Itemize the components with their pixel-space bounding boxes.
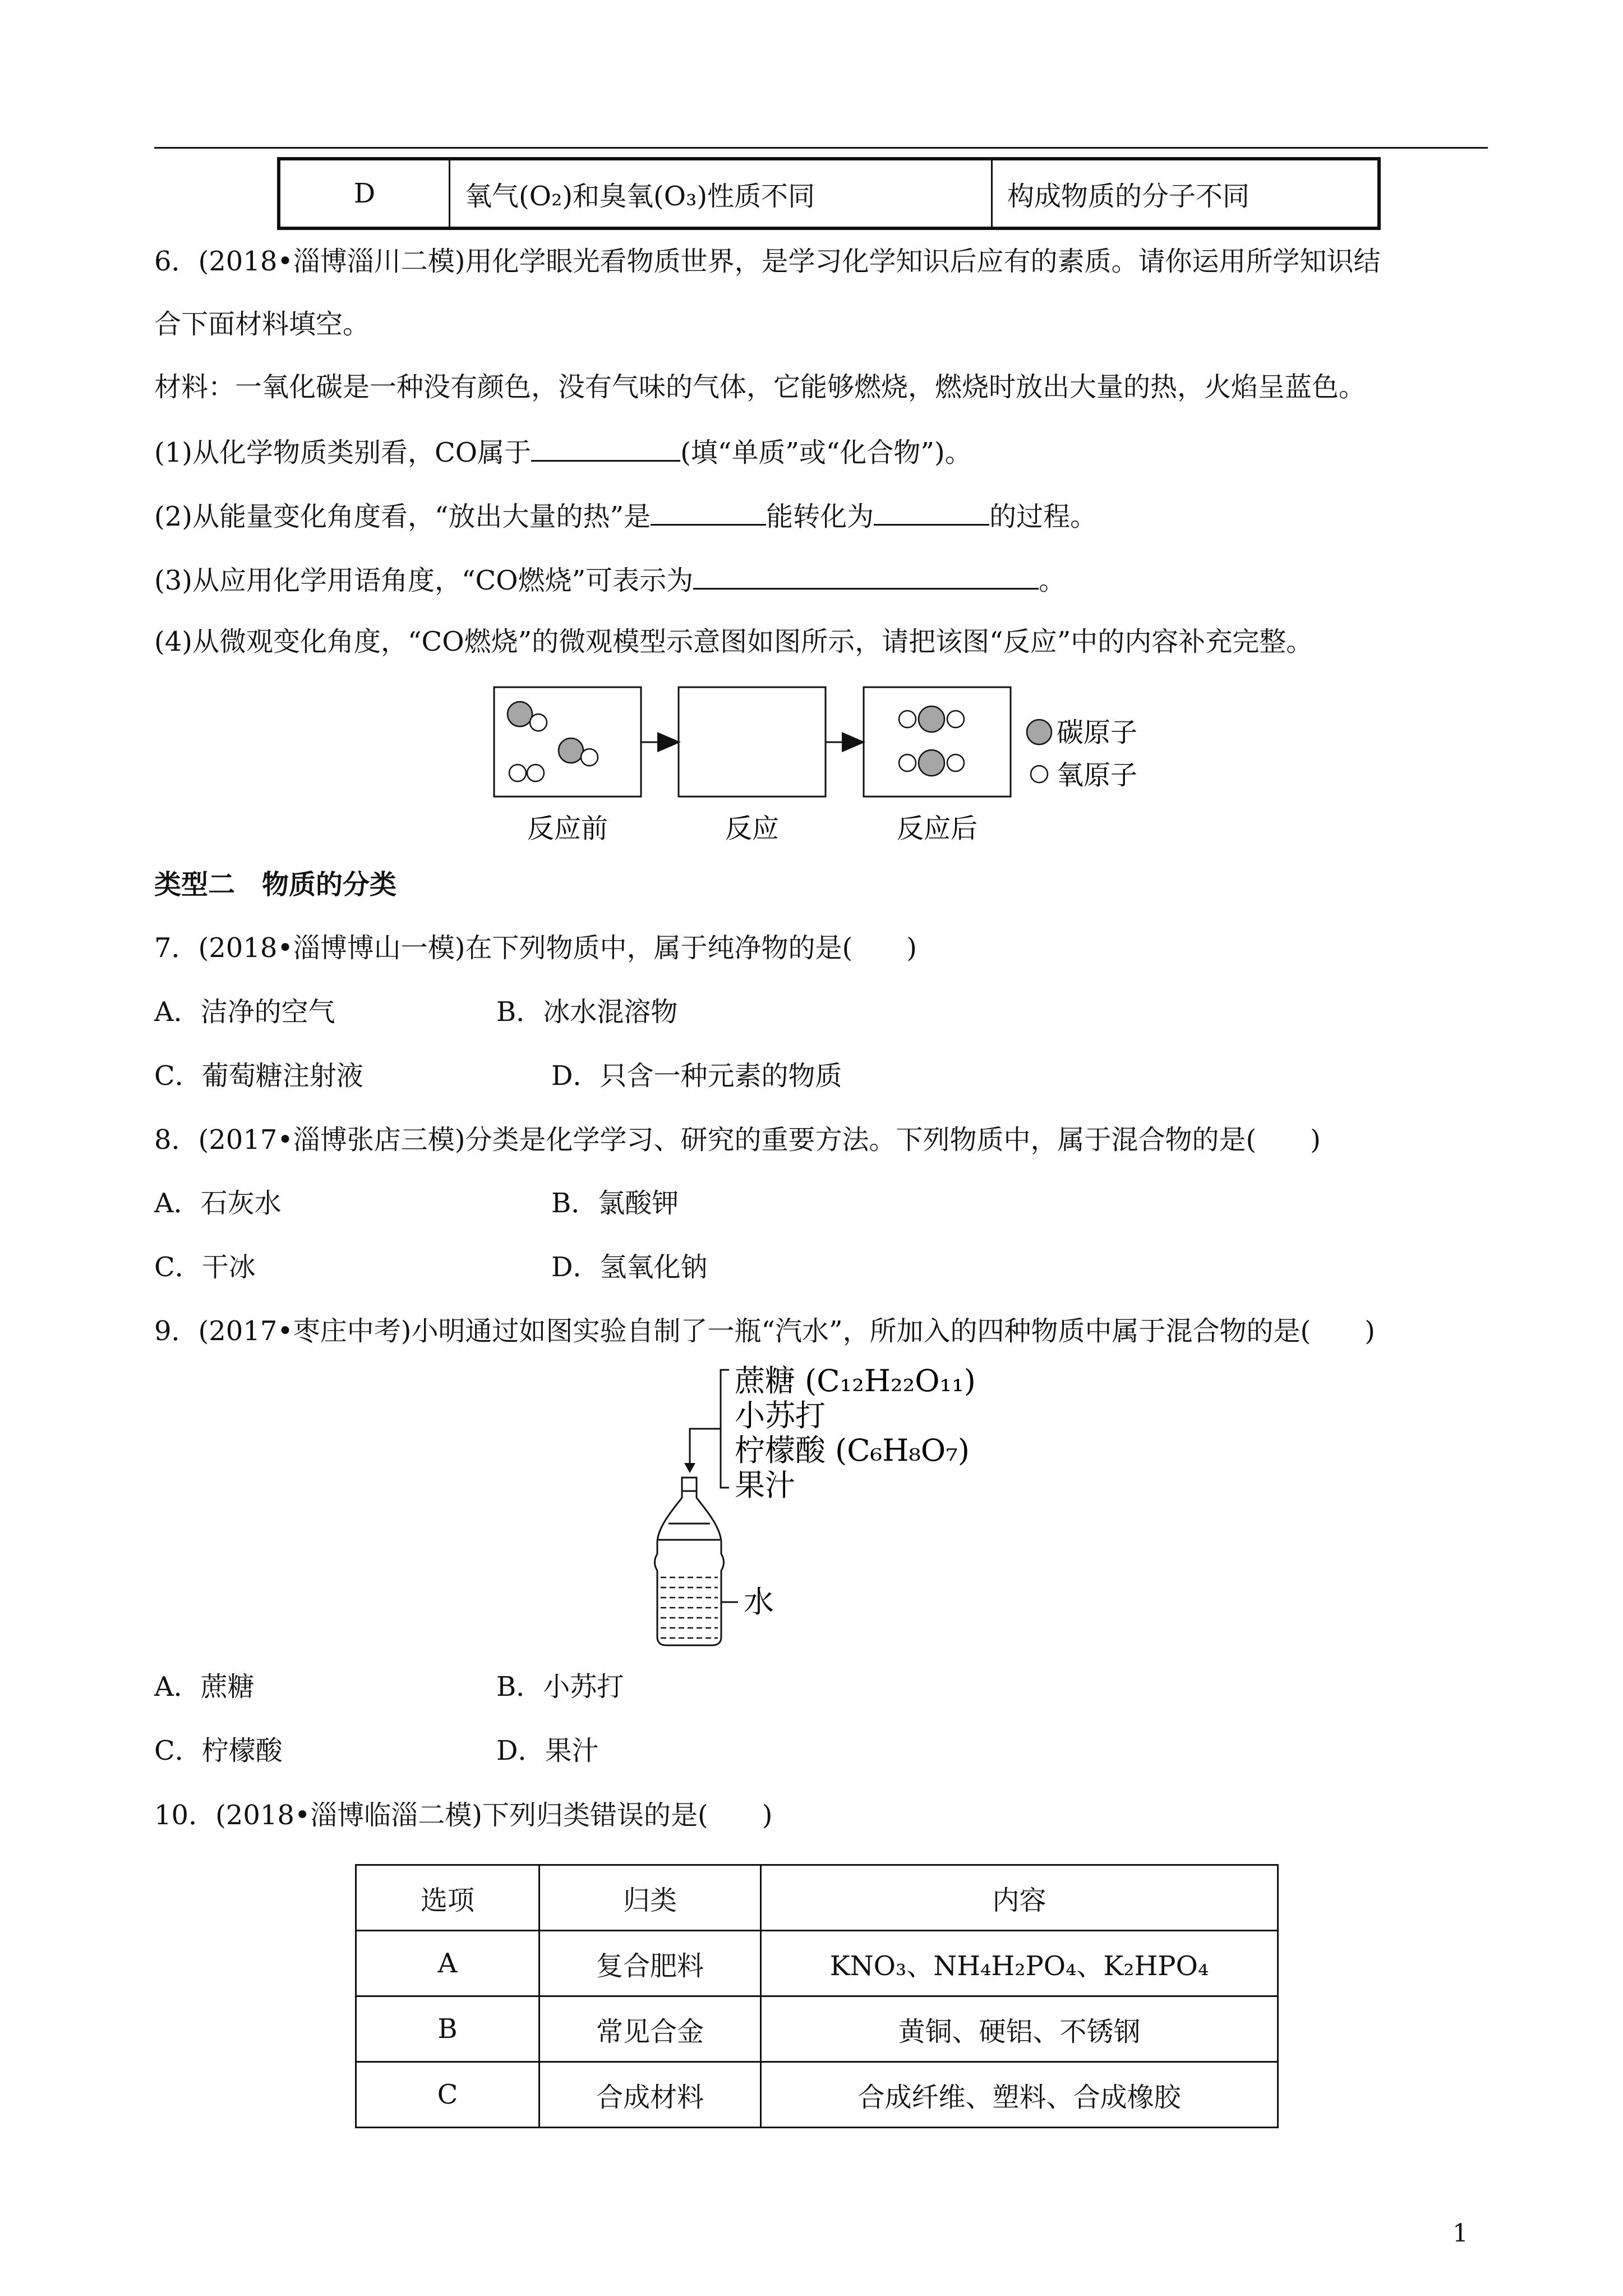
q7-option-b[interactable]: B．冰水混溶物 [496, 996, 678, 1028]
q10-row-a-option: A [356, 1931, 540, 1996]
legend-oxygen-icon [1031, 766, 1048, 783]
q6-part3-blank[interactable] [693, 564, 1039, 590]
ingredient-citric-acid: 柠檬酸 (C₆H₈O₇) [735, 1433, 970, 1468]
q6-part2-blank2[interactable] [874, 500, 989, 526]
q6-stem-line1: 6．(2018•淄博淄川二模)用化学眼光看物质世界，是学习化学知识后应有的素质。请你运用所学知识结 [154, 246, 1381, 277]
q10-table-row [356, 2062, 1278, 2128]
q10-table-row [356, 1931, 1278, 1996]
q6-part2-text-a: (2)从能量变化角度看，“放出大量的热”是 [154, 501, 651, 532]
q9-option-a[interactable]: A．蔗糖 [154, 1671, 255, 1703]
ingredient-bracket [721, 1370, 729, 1488]
q6-part1-text-a: (1)从化学物质类别看，CO属于 [154, 437, 532, 468]
q6-part4: (4)从微观变化角度，“CO燃烧”的微观模型示意图如图所示，请把该图“反应”中的内容补充完整。 [154, 626, 1313, 657]
pour-arrowhead [684, 1463, 695, 1473]
water-level-lines [661, 1577, 718, 1638]
header-rule [154, 147, 1488, 149]
legend-oxygen-label: 氧原子 [1057, 760, 1138, 791]
oxygen-atom [530, 714, 547, 731]
q7-option-d[interactable]: D．只含一种元素的物质 [551, 1060, 842, 1092]
q9-option-c[interactable]: C．柠檬酸 [154, 1735, 283, 1766]
label-reaction: 反应 [725, 813, 780, 844]
q8-option-a[interactable]: A．石灰水 [154, 1188, 282, 1219]
q6-part1-text-b: (填“单质”或“化合物”)。 [680, 437, 972, 468]
q6-part2 [154, 500, 1097, 530]
q9-option-d[interactable]: D．果汁 [496, 1735, 599, 1766]
carbon-atom [559, 738, 583, 763]
after-box [864, 687, 1011, 797]
q10-row-a-category: 复合肥料 [540, 1931, 761, 1996]
ingredient-juice: 果汁 [735, 1467, 795, 1503]
q6-part3-text-a: (3)从应用化学用语角度，“CO燃烧”可表示为 [154, 565, 694, 596]
page-number: 1 [1453, 2219, 1468, 2248]
q6-part1 [154, 436, 972, 466]
q6-material: 材料：一氧化碳是一种没有颜色，没有气味的气体，它能够燃烧，燃烧时放出大量的热，火焰呈蓝色。 [154, 371, 1366, 403]
q10-row-b-content: 黄铜、硬铝、不锈钢 [761, 1996, 1278, 2062]
carbon-atom [919, 750, 944, 776]
oxygen-atom [527, 765, 544, 781]
oxygen-atom [947, 711, 964, 728]
label-before: 反应前 [527, 813, 608, 844]
label-after: 反应后 [896, 813, 978, 844]
q9-stem: 9．(2017•枣庄中考)小明通过如图实验自制了一瓶“汽水”，所加入的四种物质中属于混合物的是( ) [154, 1315, 1375, 1347]
q10-table-row [356, 1996, 1278, 2062]
q10-header-content: 内容 [761, 1865, 1278, 1931]
q9-option-b[interactable]: B．小苏打 [496, 1671, 624, 1703]
q10-row-b-category: 常见合金 [540, 1996, 761, 2062]
q6-part2-text-b: 能转化为 [766, 501, 874, 532]
section-heading: 类型二 物质的分类 [154, 869, 397, 900]
ingredient-sucrose: 蔗糖 (C₁₂H₂₂O₁₁) [735, 1363, 976, 1398]
q10-header-category: 归类 [540, 1865, 761, 1931]
oxygen-atom [899, 754, 916, 771]
q7-option-a[interactable]: A．洁净的空气 [154, 996, 335, 1028]
q7-option-c[interactable]: C．葡萄糖注射液 [154, 1060, 363, 1092]
q8-option-d[interactable]: D．氢氧化钠 [551, 1251, 708, 1283]
q10-table [355, 1864, 1279, 2128]
q10-stem: 10．(2018•淄博临淄二模)下列归类错误的是( ) [154, 1800, 773, 1831]
q6-part3-text-b: 。 [1039, 565, 1066, 596]
legend-carbon-icon [1027, 720, 1052, 744]
q6-part2-text-c: 的过程。 [989, 501, 1098, 532]
q6-stem-line2: 合下面材料填空。 [154, 309, 370, 340]
q10-row-a-content: KNO₃、NH₄H₂PO₄、K₂HPO₄ [761, 1931, 1278, 1996]
water-label: 水 [744, 1584, 774, 1619]
reaction-diagram [482, 679, 1178, 853]
q10-row-b-option: B [356, 1996, 540, 2062]
ingredient-baking-soda: 小苏打 [735, 1398, 826, 1433]
q10-row-c-category: 合成材料 [540, 2062, 761, 2128]
soda-bottle-figure [634, 1363, 998, 1655]
reaction-box [679, 687, 826, 797]
table-d-col3: 构成物质的分子不同 [992, 159, 1380, 228]
q8-stem: 8．(2017•淄博张店三模)分类是化学学习、研究的重要方法。下列物质中，属于混合物的是( ) [154, 1124, 1321, 1156]
table-option-d [277, 157, 1381, 230]
oxygen-atom [947, 754, 964, 771]
table-d-col2: 氧气(O₂)和臭氧(O₃)性质不同 [450, 159, 992, 228]
carbon-atom [919, 706, 944, 732]
q7-stem: 7．(2018•淄博博山一模)在下列物质中，属于纯净物的是( ) [154, 932, 917, 964]
table-d-col1: D [279, 159, 450, 228]
q6-part2-blank1[interactable] [651, 500, 766, 526]
legend-carbon-label: 碳原子 [1057, 717, 1138, 748]
q6-part3 [154, 564, 1066, 594]
oxygen-atom [509, 765, 526, 781]
oxygen-atom [899, 711, 916, 728]
q10-header-option: 选项 [356, 1865, 540, 1931]
carbon-atom [508, 702, 532, 726]
q8-option-b[interactable]: B．氯酸钾 [551, 1188, 679, 1219]
q8-option-c[interactable]: C．干冰 [154, 1251, 256, 1283]
q10-table-header [356, 1865, 1278, 1931]
q10-row-c-option: C [356, 2062, 540, 2128]
oxygen-atom [581, 749, 598, 766]
q10-row-c-content: 合成纤维、塑料、合成橡胶 [761, 2062, 1278, 2128]
q6-part1-blank[interactable] [531, 436, 680, 462]
bottle [655, 1478, 724, 1645]
